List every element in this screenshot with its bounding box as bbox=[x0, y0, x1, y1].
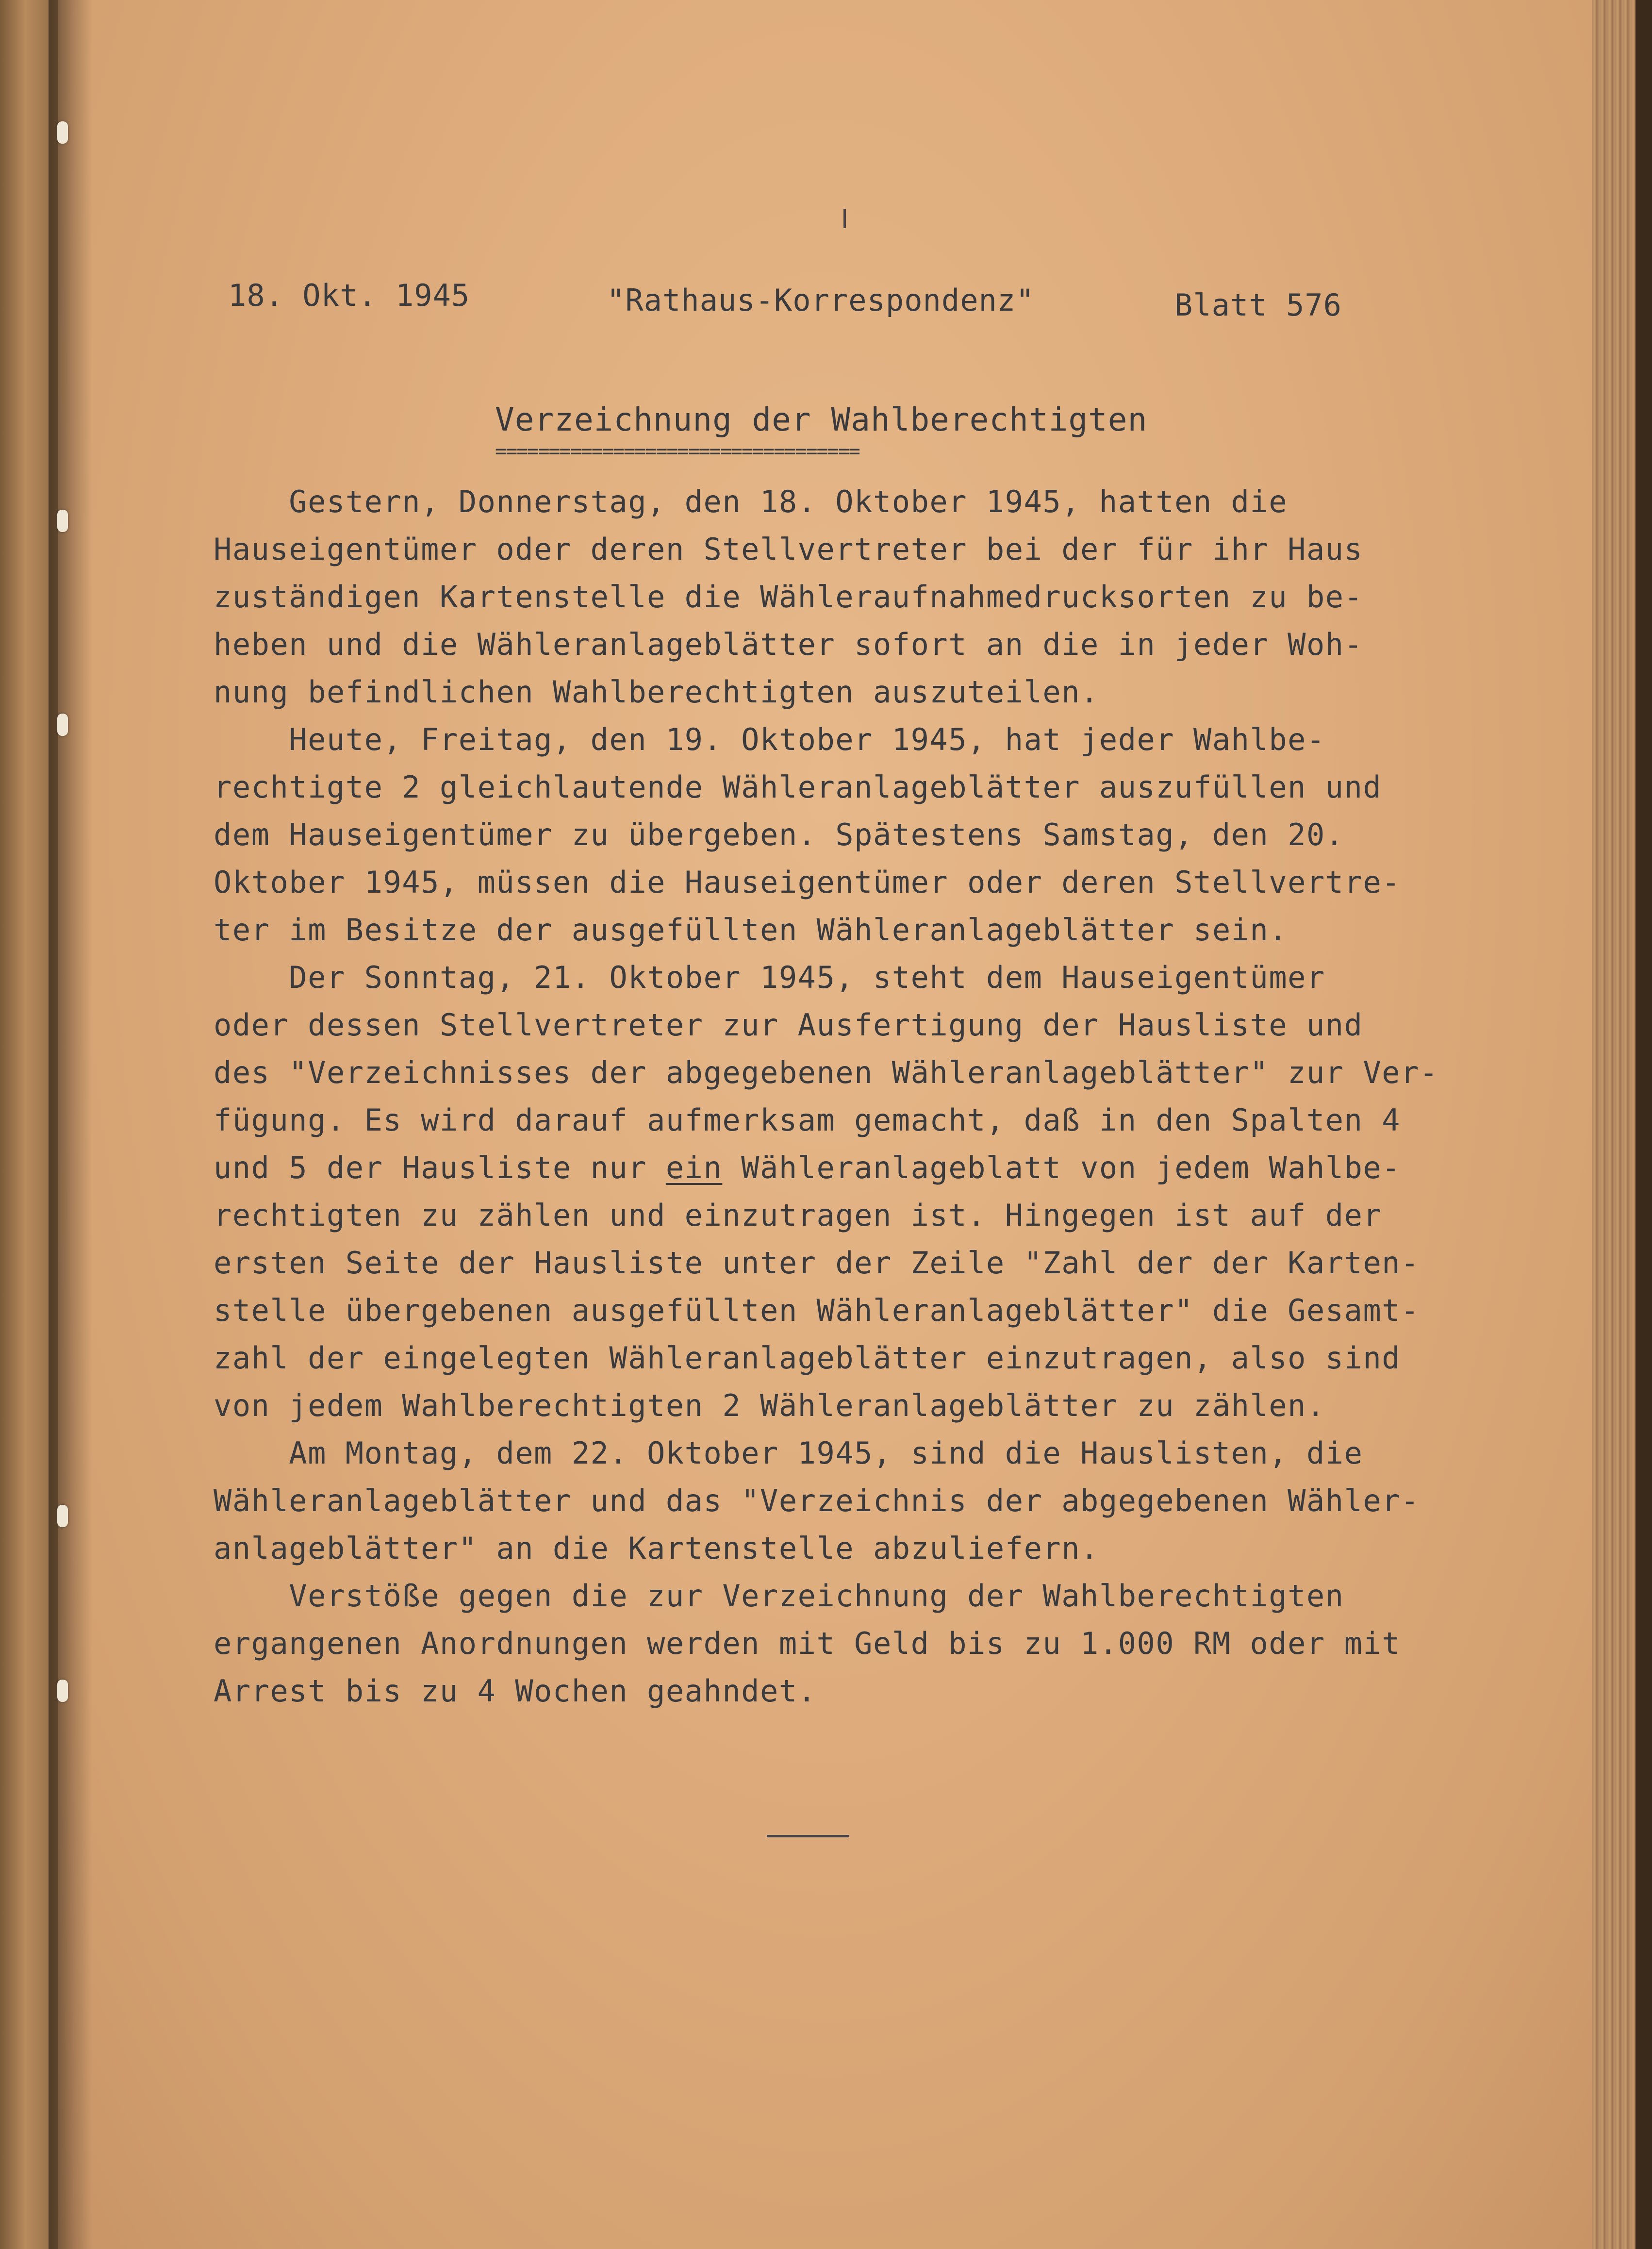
binding-stitch bbox=[57, 714, 68, 736]
page-mark bbox=[843, 209, 846, 228]
article-body bbox=[214, 478, 1475, 1715]
body-line: von jedem Wahlberechtigten 2 Wähleranlageblätter zu zählen. bbox=[214, 1388, 1325, 1423]
header-date: 18. Okt. 1945 bbox=[228, 278, 470, 313]
article-title-block bbox=[495, 398, 1165, 461]
body-line: des "Verzeichnisses der abgegebenen Wähleranlageblätter" zur Ver- bbox=[214, 1055, 1438, 1090]
binding-stitch bbox=[57, 121, 68, 144]
body-line: Verstöße gegen die zur Verzeichnung der Wahlberechtigten bbox=[214, 1578, 1344, 1614]
body-line: ter im Besitze der ausgefüllten Wähleranlageblätter sein. bbox=[214, 912, 1288, 948]
body-line: Hauseigentümer oder deren Stellvertreter bei der für ihr Haus bbox=[214, 532, 1363, 567]
body-line: Wähleranlageblätter und das "Verzeichnis der abgegebenen Wähler- bbox=[214, 1483, 1420, 1518]
article-end-rule bbox=[767, 1835, 849, 1837]
body-line-end: Wähleranlageblatt von jedem Wahlbe- bbox=[722, 1150, 1401, 1185]
article-title: Verzeichnung der Wahlberechtigten bbox=[495, 401, 1148, 438]
binding-stitch bbox=[57, 1505, 68, 1527]
body-line: dem Hauseigentümer zu übergeben. Spätestens Samstag, den 20. bbox=[214, 817, 1344, 852]
header-sheet-number: Blatt 576 bbox=[1174, 287, 1342, 323]
body-line-start: und 5 der Hausliste nur bbox=[214, 1150, 666, 1185]
spine-shadow bbox=[49, 0, 92, 2249]
body-line: nung befindlichen Wahlberechtigten auszuteilen. bbox=[214, 674, 1099, 710]
body-line: Am Montag, dem 22. Oktober 1945, sind die Hauslisten, die bbox=[214, 1435, 1363, 1471]
body-line: zuständigen Kartenstelle die Wähleraufnahmedrucksorten zu be- bbox=[214, 579, 1363, 615]
title-double-rule: ================================== bbox=[495, 442, 859, 461]
header-publication: "Rathaus-Korrespondenz" bbox=[607, 283, 1035, 318]
emphasized-word: ein bbox=[665, 1150, 723, 1185]
body-line-with-emphasis bbox=[214, 1144, 1475, 1192]
book-edge-shadow bbox=[1635, 0, 1652, 2249]
body-line: Oktober 1945, müssen die Hauseigentümer oder deren Stellvertre- bbox=[214, 865, 1401, 900]
body-line: Gestern, Donnerstag, den 18. Oktober 1945, hatten die bbox=[214, 484, 1288, 519]
body-line: zahl der eingelegten Wähleranlageblätter einzutragen, also sind bbox=[214, 1340, 1401, 1376]
body-line: Heute, Freitag, den 19. Oktober 1945, hat jeder Wahlbe- bbox=[214, 722, 1325, 757]
body-line: fügung. Es wird darauf aufmerksam gemacht, daß in den Spalten 4 bbox=[214, 1102, 1401, 1138]
body-line: stelle übergebenen ausgefüllten Wähleranlageblätter" die Gesamt- bbox=[214, 1293, 1420, 1328]
body-line: ersten Seite der Hausliste unter der Zeile "Zahl der der Karten- bbox=[214, 1245, 1420, 1281]
body-line: ergangenen Anordnungen werden mit Geld bis zu 1.000 RM oder mit bbox=[214, 1626, 1401, 1661]
body-line: anlageblätter" an die Kartenstelle abzuliefern. bbox=[214, 1531, 1099, 1566]
body-line: heben und die Wähleranlageblätter sofort an die in jeder Woh- bbox=[214, 627, 1363, 662]
body-line: oder dessen Stellvertreter zur Ausfertigung der Hausliste und bbox=[214, 1007, 1363, 1043]
binding-stitch bbox=[57, 510, 68, 532]
body-line: rechtigten zu zählen und einzutragen ist. Hingegen ist auf der bbox=[214, 1198, 1382, 1233]
body-line: Arrest bis zu 4 Wochen geahndet. bbox=[214, 1673, 817, 1709]
body-line: rechtigte 2 gleichlautende Wähleranlageblätter auszufüllen und bbox=[214, 769, 1382, 805]
body-line: Der Sonntag, 21. Oktober 1945, steht dem Hauseigentümer bbox=[214, 960, 1325, 995]
binding-stitch bbox=[57, 1680, 68, 1702]
